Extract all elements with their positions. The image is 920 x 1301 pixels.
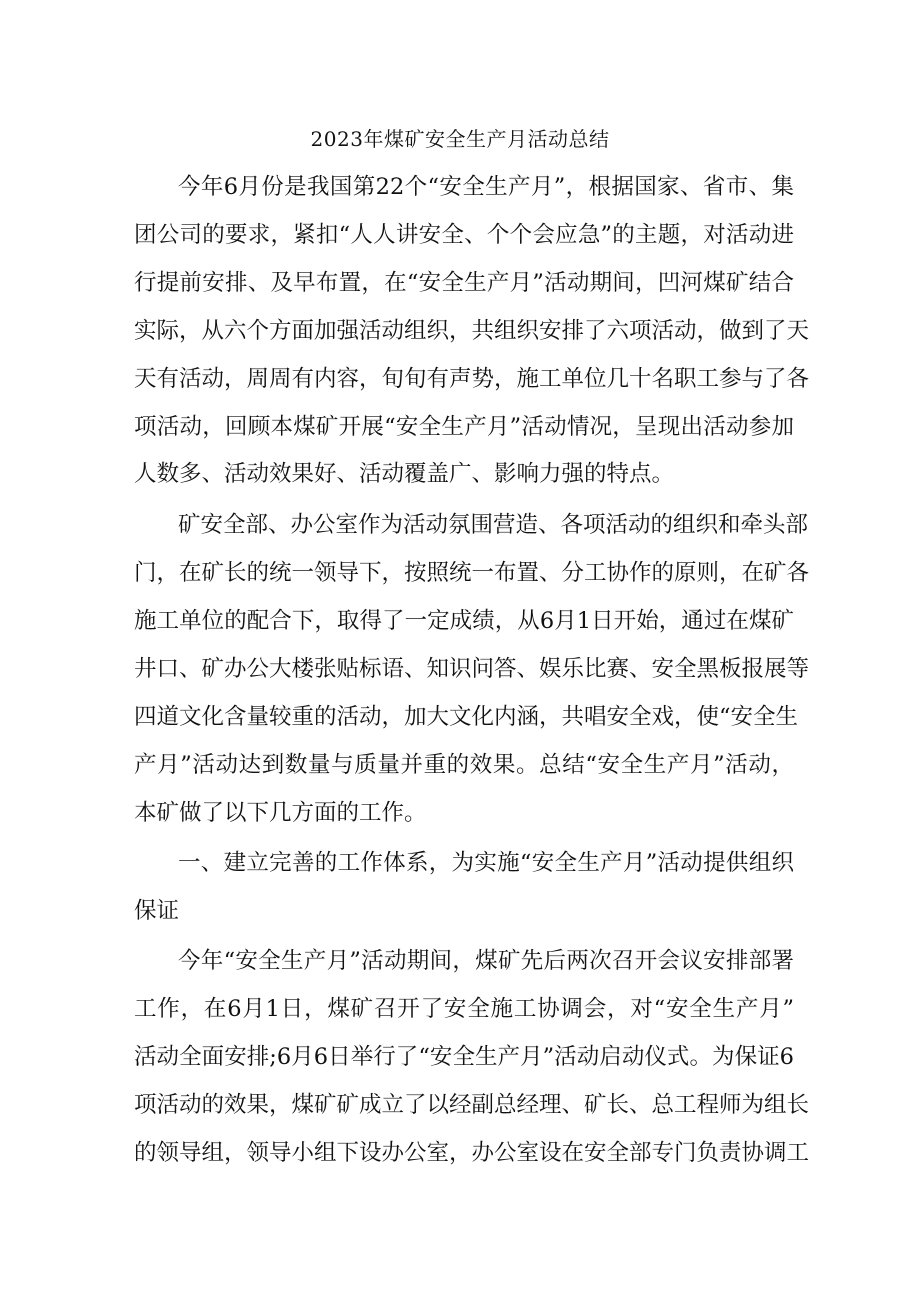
text-line: 一、建立完善的工作体系，为实施“安全生产月”活动提供组织 bbox=[178, 850, 794, 876]
text-line: 矿安全部、办公室作为活动氛围营造、各项活动的组织和牵头部 bbox=[178, 512, 809, 538]
text-line: 实际，从六个方面加强活动组织，共组织安排了六项活动，做到了天 bbox=[134, 318, 810, 344]
text-line: 今年“安全生产月”活动期间，煤矿先后两次召开会议安排部署 bbox=[178, 948, 794, 974]
text-line: 团公司的要求，紧扣“人人讲安全、个个会应急”的主题，对活动进 bbox=[134, 222, 794, 248]
text-line: 今年6月份是我国第22个“安全生产月”，根据国家、省市、集 bbox=[178, 174, 794, 200]
text-line: 活动全面安排;6月6日举行了“安全生产月”活动启动仪式。为保证6 bbox=[134, 1044, 794, 1070]
text-line: 门，在矿长的统一领导下，按照统一布置、分工协作的原则，在矿各 bbox=[134, 560, 810, 586]
text-line: 项活动的效果，煤矿矿成立了以经副总经理、矿长、总工程师为组长 bbox=[134, 1092, 810, 1118]
text-line: 产月”活动达到数量与质量并重的效果。总结“安全生产月”活动， bbox=[134, 752, 794, 778]
text-line: 保证 bbox=[134, 898, 180, 924]
text-line: 本矿做了以下几方面的工作。 bbox=[134, 800, 427, 826]
text-line: 的领导组，领导小组下设办公室，办公室设在安全部专门负责协调工 bbox=[134, 1140, 810, 1166]
text-line: 井口、矿办公大楼张贴标语、知识问答、娱乐比赛、安全黑板报展等 bbox=[134, 656, 810, 682]
text-line: 人数多、活动效果好、活动覆盖广、影响力强的特点。 bbox=[134, 461, 675, 487]
text-line: 四道文化含量较重的活动，加大文化内涵，共唱安全戏，使“安全生 bbox=[134, 704, 799, 730]
text-line: 天有活动，周周有内容，旬旬有声势，施工单位几十名职工参与了各 bbox=[134, 366, 810, 392]
text-line: 行提前安排、及早布置，在“安全生产月”活动期间，凹河煤矿结合 bbox=[134, 270, 794, 296]
text-line: 项活动，回顾本煤矿开展“安全生产月”活动情况，呈现出活动参加 bbox=[134, 414, 794, 440]
text-line: 施工单位的配合下，取得了一定成绩，从6月1日开始，通过在煤矿 bbox=[134, 608, 794, 634]
text-line: 工作，在6月1日，煤矿召开了安全施工协调会，对“安全生产月” bbox=[134, 996, 794, 1022]
document-title: 2023年煤矿安全生产月活动总结 bbox=[310, 127, 610, 151]
